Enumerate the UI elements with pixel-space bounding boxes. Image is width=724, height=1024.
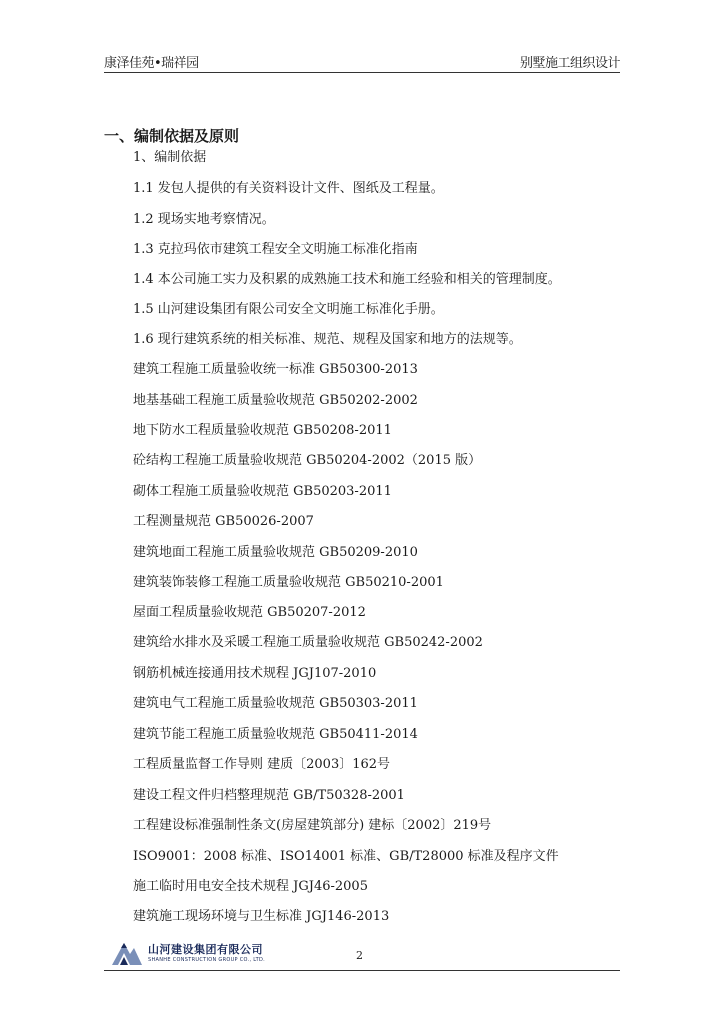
basis-item: 1.1 发包人提供的有关资料设计文件、图纸及工程量。 [133,181,444,196]
basis-item: 建筑工程施工质量验收统一标准 GB50300-2013 [133,362,418,377]
basis-item: 工程测量规范 GB50026-2007 [133,514,314,529]
basis-item: 地基基础工程施工质量验收规范 GB50202-2002 [133,393,418,408]
basis-item: 建设工程文件归档整理规范 GB/T50328-2001 [133,788,405,803]
logo-company-english: SHANHE CONSTRUCTION GROUP CO., LTD. [148,957,266,963]
basis-item: 1.6 现行建筑系统的相关标准、规范、规程及国家和地方的法规等。 [133,332,522,347]
basis-item: 1.3 克拉玛依市建筑工程安全文明施工标准化指南 [133,242,418,257]
basis-item: 屋面工程质量验收规范 GB50207-2012 [133,605,366,620]
page-header [104,50,620,73]
basis-item: 砌体工程施工质量验收规范 GB50203-2011 [133,484,392,499]
page-footer [104,936,620,971]
subsection-heading: 1、编制依据 [133,150,207,165]
page-number: 2 [356,949,363,962]
company-logo [110,938,280,968]
basis-item: 建筑电气工程施工质量验收规范 GB50303-2011 [133,696,418,711]
basis-item: 地下防水工程质量验收规范 GB50208-2011 [133,423,392,438]
basis-item: 建筑地面工程施工质量验收规范 GB50209-2010 [133,545,418,560]
basis-item: 建筑施工现场环境与卫生标准 JGJ146-2013 [133,909,390,924]
basis-item: 工程质量监督工作导则 建质〔2003〕162号 [133,757,391,772]
section-heading: 一、编制依据及原则 [104,127,240,145]
basis-item: 1.4 本公司施工实力及积累的成熟施工技术和施工经验和相关的管理制度。 [133,272,561,287]
header-document-title: 别墅施工组织设计 [519,56,620,71]
basis-item: 建筑装饰装修工程施工质量验收规范 GB50210-2001 [133,575,444,590]
basis-item: 1.5 山河建设集团有限公司安全文明施工标准化手册。 [133,302,444,317]
mountain-logo-icon [110,938,144,966]
basis-item: 工程建设标准强制性条文(房屋建筑部分) 建标〔2002〕219号 [133,818,492,833]
basis-item: 建筑节能工程施工质量验收规范 GB50411-2014 [133,727,418,742]
logo-company-name: 山河建设集团有限公司 [148,943,263,956]
basis-item: 砼结构工程施工质量验收规范 GB50204-2002（2015 版） [133,453,482,468]
header-project-name: 康泽佳苑•瑞祥园 [104,56,199,71]
basis-item: ISO9001：2008 标准、ISO14001 标准、GB/T28000 标准及程序文件 [133,849,559,864]
basis-item: 建筑给水排水及采暖工程施工质量验收规范 GB50242-2002 [133,635,483,650]
basis-item: 施工临时用电安全技术规程 JGJ46-2005 [133,879,368,894]
basis-item: 1.2 现场实地考察情况。 [133,212,275,227]
basis-item: 钢筋机械连接通用技术规程 JGJ107-2010 [133,666,377,681]
